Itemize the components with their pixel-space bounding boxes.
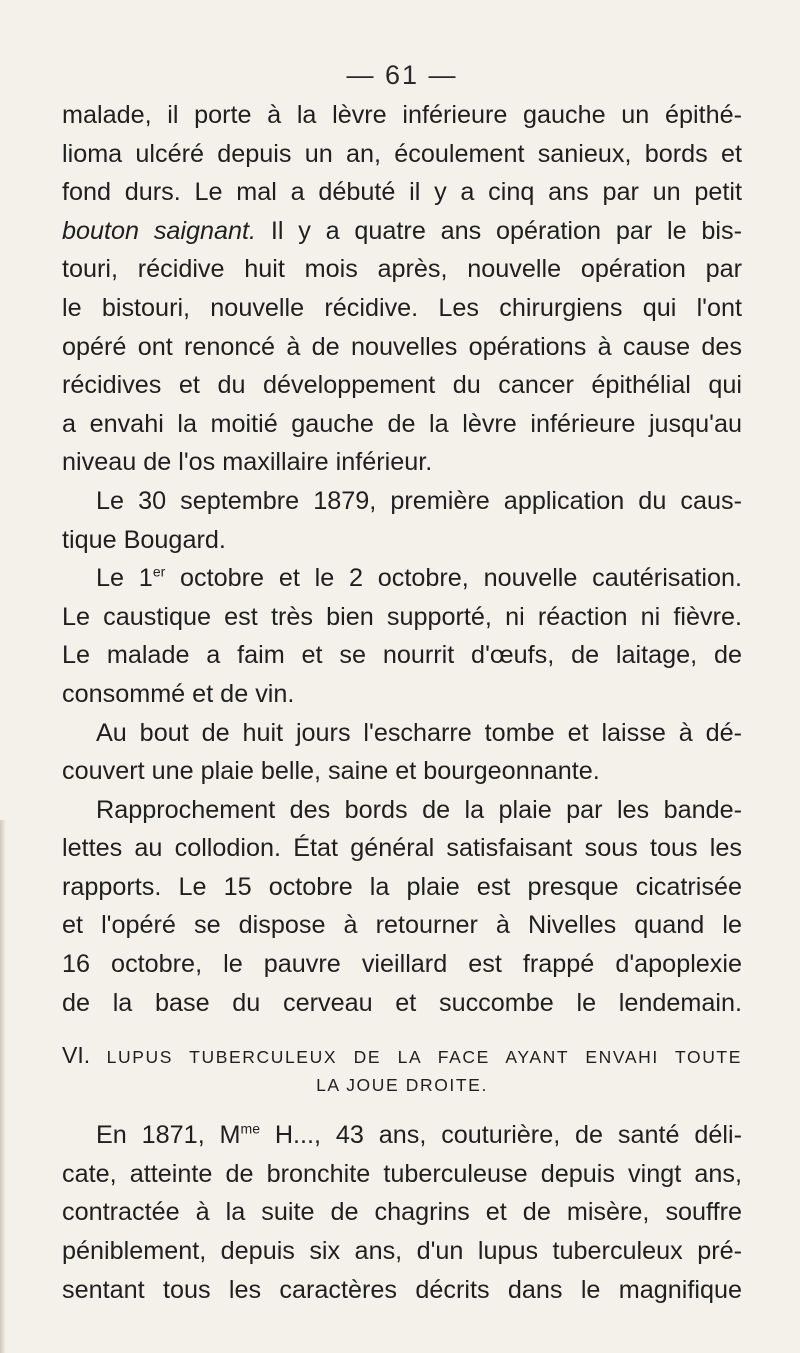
text-line: consommé et de vin.: [62, 679, 295, 708]
text-line: récidives et du développement du cancer épithélial qui: [62, 371, 742, 400]
text-line: Au bout de huit jours l'escharre tombe et laisse à dé-: [96, 718, 742, 747]
text-line: fond durs. Le mal a débuté il y a cinq ans par un petit: [62, 178, 742, 207]
text-run: En 1871, M: [96, 1121, 241, 1150]
text-line: Le 30 septembre 1879, première application du caus-: [96, 486, 742, 515]
text-line: lioma ulcéré depuis un an, écoulement sanieux, bords et: [62, 139, 742, 168]
body-text: [62, 96, 742, 1309]
section-heading: [62, 1040, 742, 1070]
text-line: sentant tous les caractères décrits dans le magnifique: [62, 1275, 742, 1304]
text-line: [62, 1116, 742, 1155]
page-number: — 61 —: [346, 60, 458, 90]
text-line: a envahi la moitié gauche de la lèvre inférieure jusqu'au: [62, 409, 742, 438]
section-title-line2: LA JOUE DROITE.: [316, 1075, 488, 1096]
text-line: 16 octobre, le pauvre vieillard est frappé d'apoplexie: [62, 950, 742, 979]
text-run: octobre et le 2 octobre, nouvelle cautérisation.: [165, 564, 742, 593]
text-line: et l'opéré se dispose à retourner à Nivelles quand le: [62, 911, 742, 940]
text-line: péniblement, depuis six ans, d'un lupus tuberculeux pré-: [62, 1237, 742, 1266]
text-line: lettes au collodion. État général satisfaisant sous tous les: [62, 834, 742, 863]
book-page: [62, 0, 742, 1353]
text-line: malade, il porte à la lèvre inférieure gauche un épithé-: [62, 101, 742, 129]
superscript: me: [240, 1120, 260, 1137]
text-run: Il y a quatre ans opération par le bis-: [256, 216, 742, 245]
text-line: le bistouri, nouvelle récidive. Les chirurgiens qui l'ont: [62, 293, 742, 322]
text-run: H..., 43 ans, couturière, de santé déli-: [259, 1121, 742, 1150]
text-line: contractée à la suite de chagrins et de misère, souffre: [62, 1198, 742, 1227]
text-line: opéré ont renoncé à de nouvelles opérations à cause des: [62, 332, 742, 361]
text-line: couvert une plaie belle, saine et bourgeonnante.: [62, 757, 600, 786]
text-run: Le 1: [96, 564, 153, 593]
section-number: VI.: [62, 1042, 91, 1069]
text-line: Le malade a faim et se nourrit d'œufs, de laitage, de: [62, 641, 742, 670]
text-line: touri, récidive huit mois après, nouvelle opération par: [62, 255, 742, 284]
italic-phrase: bouton saignant.: [62, 216, 257, 245]
text-line: de la base du cerveau et succombe le lendemain.: [62, 988, 742, 1017]
text-line: Le caustique est très bien supporté, ni réaction ni fièvre.: [62, 602, 742, 631]
text-line: rapports. Le 15 octobre la plaie est presque cicatrisée: [62, 872, 742, 901]
text-line: [62, 559, 742, 598]
text-line: niveau de l'os maxillaire inférieur.: [62, 448, 433, 477]
superscript: er: [152, 563, 166, 580]
text-line: Rapprochement des bords de la plaie par les bande-: [96, 795, 742, 824]
text-line: tique Bougard.: [62, 525, 226, 554]
page-edge-shadow: [0, 820, 6, 1353]
text-line: [62, 212, 742, 251]
text-line: cate, atteinte de bronchite tuberculeuse depuis vingt ans,: [62, 1159, 742, 1188]
section-title-line1: LUPUS TUBERCULEUX DE LA FACE AYANT ENVAHI TOUTE: [90, 1047, 742, 1068]
